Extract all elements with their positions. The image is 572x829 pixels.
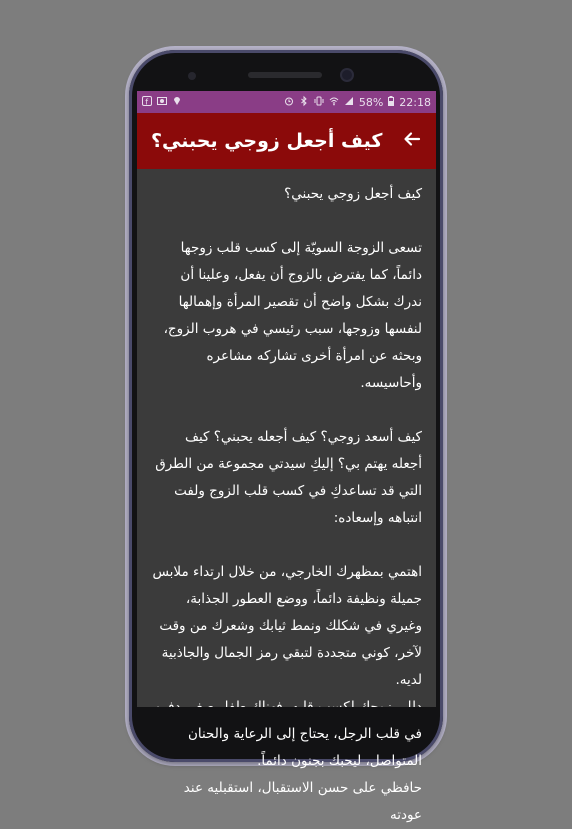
article-paragraph: تسعى الزوجة السويّة إلى كسب قلب زوجها دائماً، كما يفترض بالزوج أن يفعل، وعلينا أن ندرك بشكل واضح أن تقصير المرأة وإهمالها لنفسها وزوجها، سبب رئيسي في هروب الزوج، وبحثه عن امرأة أخرى تشاركه مشاعره وأحاسيسه. (163, 240, 422, 391)
page-title: كيف أجعل زوجي يحبني؟ (151, 130, 383, 152)
status-time: 22:18 (399, 95, 431, 109)
article-content (137, 169, 436, 829)
app-bar (137, 113, 436, 169)
image-icon (157, 96, 167, 109)
phone-screen (137, 91, 436, 823)
location-icon (172, 96, 182, 109)
arrow-left-icon[interactable] (402, 129, 422, 153)
status-left-icons (142, 96, 182, 109)
signal-icon (344, 96, 354, 109)
svg-text:f: f (145, 97, 149, 107)
battery-percent: 58% (358, 95, 384, 109)
status-bar (137, 91, 436, 113)
article-heading: كيف أجعل زوجي يحبني؟ (284, 186, 422, 202)
article-paragraph: اهتمي بمظهرك الخارجي، من خلال ارتداء ملابس جميلة ونظيفة دائماً، ووضع العطور الجذابة، وغيري في شكلك ونمط ثيابك وشعرك من وقت لآخر، كوني متجددة لتبقي رمز الجمال والجاذبية لديه. (152, 564, 422, 688)
status-right-icons (284, 96, 431, 109)
wifi-icon (329, 96, 339, 109)
front-camera (342, 70, 352, 80)
proximity-sensor (188, 72, 196, 80)
vibrate-icon (314, 96, 324, 109)
screen-bottom-bezel (137, 707, 436, 719)
alarm-icon (284, 96, 294, 109)
article-paragraph: كيف أسعد زوجي؟ كيف أجعله يحبني؟ كيف أجعله يهتم بي؟ إليكِ سيدتي مجموعة من الطرق التي قد تساعدكِ في كسب قلب الزوج ولفت انتباهه وإسعاده: (155, 429, 422, 526)
earpiece-speaker (248, 72, 322, 78)
bluetooth-icon (299, 96, 309, 109)
facebook-icon (142, 96, 152, 109)
battery-icon (388, 96, 394, 109)
article-paragraph: حافظي على حسن الاستقبال، استقبليه عند عودته (183, 780, 422, 823)
article-paragraph: في قلب الرجل، يحتاج إلى الرعاية والحنان المتواصل، ليحبك بجنون دائماً. (187, 726, 422, 769)
